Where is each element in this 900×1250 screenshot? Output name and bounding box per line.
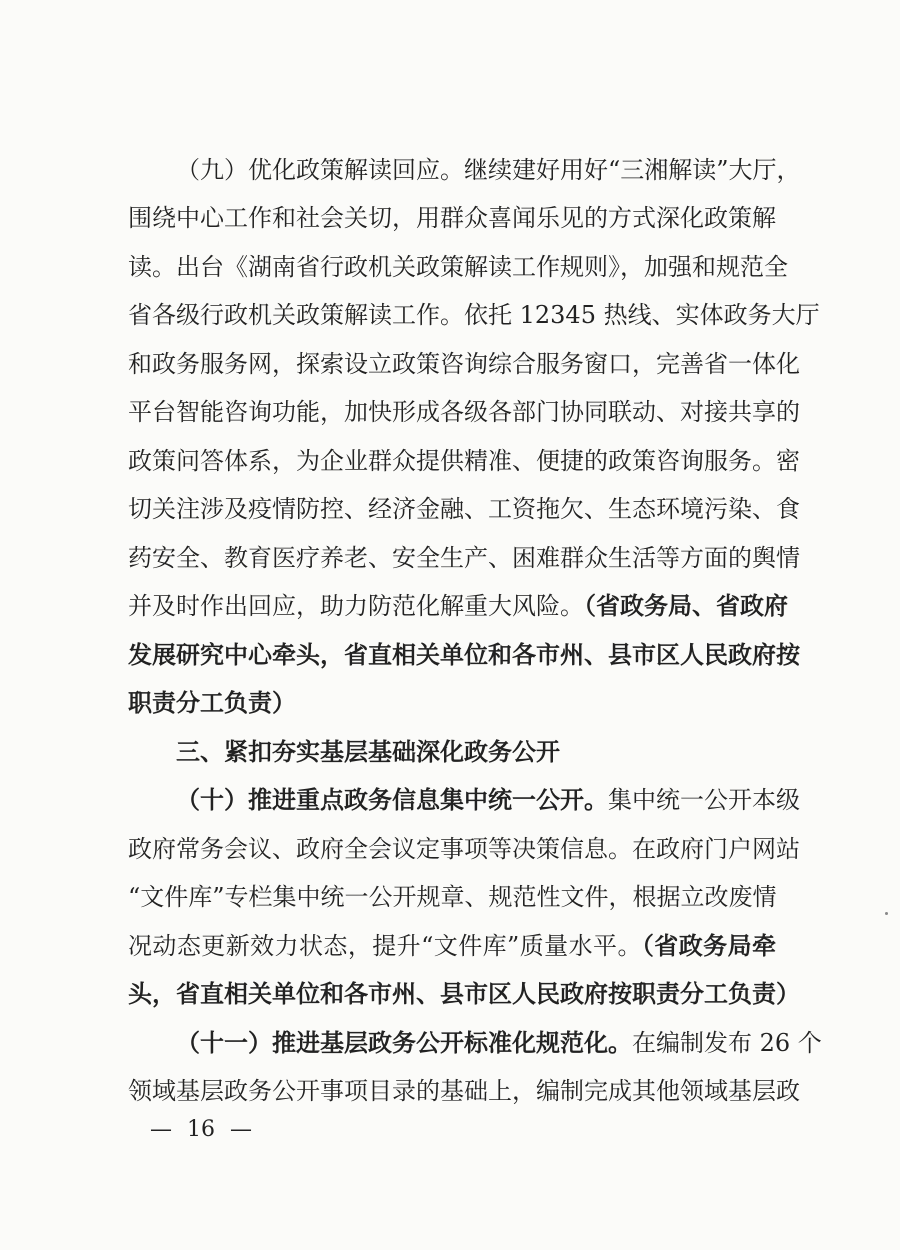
paragraph-line: 围绕中心工作和社会关切，用群众喜闻乐见的方式深化政策解 xyxy=(128,204,776,232)
responsible-units-line: 发展研究中心牵头，省直相关单位和各市州、县市区人民政府按 xyxy=(128,641,800,669)
item-title: （十）推进重点政务信息集中统一公开。 xyxy=(176,786,608,814)
paragraph-text: 况动态更新效力状态，提升“文件库”质量水平。 xyxy=(128,932,642,960)
paragraph-line: 政府常务会议、政府全会议定事项等决策信息。在政府门户网站 xyxy=(128,835,800,863)
paragraph-line-mixed xyxy=(176,1028,822,1058)
responsible-units-text: （省政务局牵 xyxy=(641,932,776,960)
paragraph-line: 领域基层政务公开事项目录的基础上，编制完成其他领域基层政 xyxy=(128,1077,800,1105)
item-title: （十一）推进基层政务公开标准化规范化。 xyxy=(176,1029,632,1057)
paragraph-line-mixed xyxy=(128,591,788,621)
responsible-units-line: 头，省直相关单位和各市州、县市区人民政府按职责分工负责） xyxy=(128,980,800,1008)
paragraph-line-mixed xyxy=(128,931,776,961)
paragraph-line: 切关注涉及疫情防控、经济金融、工资拖欠、生态环境污染、食 xyxy=(128,495,800,523)
responsible-units-line: 职责分工负责） xyxy=(128,689,296,717)
paragraph-line-mixed xyxy=(176,785,800,815)
page-number: — 16 — xyxy=(150,1117,252,1142)
section-heading: 三、紧扣夯实基层基础深化政务公开 xyxy=(176,738,560,766)
paragraph-text: 并及时作出回应，助力防范化解重大风险。 xyxy=(128,592,584,620)
paragraph-line: 和政务服务网，探索设立政策咨询综合服务窗口，完善省一体化 xyxy=(128,350,800,378)
paragraph-line: 平台智能咨询功能，加快形成各级各部门协同联动、对接共享的 xyxy=(128,398,800,426)
paragraph-line: 药安全、教育医疗养老、安全生产、困难群众生活等方面的舆情 xyxy=(128,544,800,572)
paragraph-line: 读。出台《湖南省行政机关政策解读工作规则》，加强和规范全 xyxy=(128,253,788,281)
paragraph-line: “文件库”专栏集中统一公开规章、规范性文件，根据立改废情 xyxy=(128,883,777,911)
paragraph-line: 政策问答体系，为企业群众提供精准、便捷的政策咨询服务。密 xyxy=(128,447,800,475)
paragraph-line: （九）优化政策解读回应。继续建好用好“三湘解读”大厅， xyxy=(176,156,801,184)
paragraph-line: 省各级行政机关政策解读工作。依托 12345 热线、实体政务大厅 xyxy=(128,301,820,329)
paragraph-text: 在编制发布 26 个 xyxy=(632,1029,822,1057)
responsible-units-text: （省政务局、省政府 xyxy=(584,592,788,620)
paragraph-text: 集中统一公开本级 xyxy=(608,786,800,814)
scan-speck xyxy=(885,912,888,915)
